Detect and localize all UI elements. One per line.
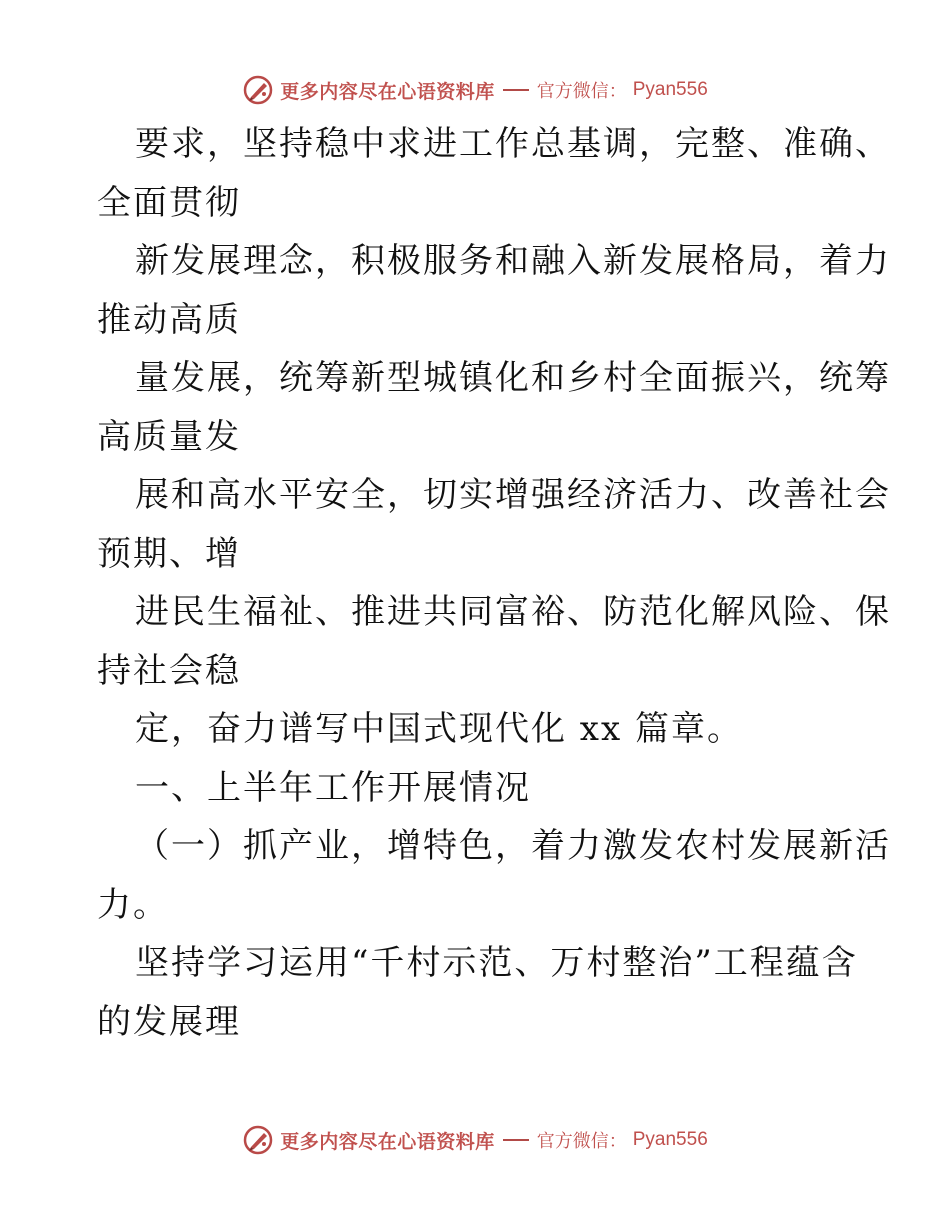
watermark-dash bbox=[503, 1139, 529, 1141]
subsection-heading: （一）抓产业，增特色，着力激发农村发展新活 bbox=[135, 826, 891, 866]
body-line: 展和高水平安全，切实增强经济活力、改善社会 bbox=[135, 475, 891, 515]
body-line: 高质量发 bbox=[97, 416, 241, 457]
body-line: 持社会稳 bbox=[97, 650, 241, 691]
body-line: 量发展，统筹新型城镇化和乡村全面振兴，统筹 bbox=[135, 358, 891, 398]
body-line: 新发展理念，积极服务和融入新发展格局，着力 bbox=[135, 241, 891, 281]
body-line: 定，奋力谱写中国式现代化 xx 篇章。 bbox=[135, 709, 743, 749]
footer-watermark bbox=[0, 1120, 950, 1160]
watermark-wechat-label: 官方微信： bbox=[536, 81, 627, 102]
watermark-wechat-id: Pyan556 bbox=[632, 1129, 708, 1150]
watermark-wechat-id: Pyan556 bbox=[632, 79, 708, 100]
body-line: 推动高质 bbox=[97, 299, 241, 340]
watermark-brand-text: 更多内容尽在心语资料库 bbox=[280, 80, 495, 103]
pen-circle-logo-icon bbox=[242, 1124, 274, 1156]
watermark-wechat-label: 官方微信： bbox=[536, 1131, 627, 1152]
body-line: 进民生福祉、推进共同富裕、防范化解风险、保 bbox=[135, 592, 891, 632]
watermark-dash bbox=[503, 89, 529, 91]
body-line: 力。 bbox=[97, 884, 169, 925]
header-watermark bbox=[0, 70, 950, 110]
pen-circle-logo-icon bbox=[242, 74, 274, 106]
body-line: 的发展理 bbox=[97, 1001, 241, 1042]
section-heading: 一、上半年工作开展情况 bbox=[135, 767, 531, 808]
body-line: 坚持学习运用“千村示范、万村整治”工程蕴含 bbox=[135, 943, 858, 983]
document-body bbox=[97, 115, 891, 1051]
watermark-brand-text: 更多内容尽在心语资料库 bbox=[280, 1130, 495, 1153]
body-line: 全面贯彻 bbox=[97, 182, 241, 223]
body-line: 要求，坚持稳中求进工作总基调，完整、准确、 bbox=[135, 124, 891, 164]
body-line: 预期、增 bbox=[97, 533, 241, 574]
